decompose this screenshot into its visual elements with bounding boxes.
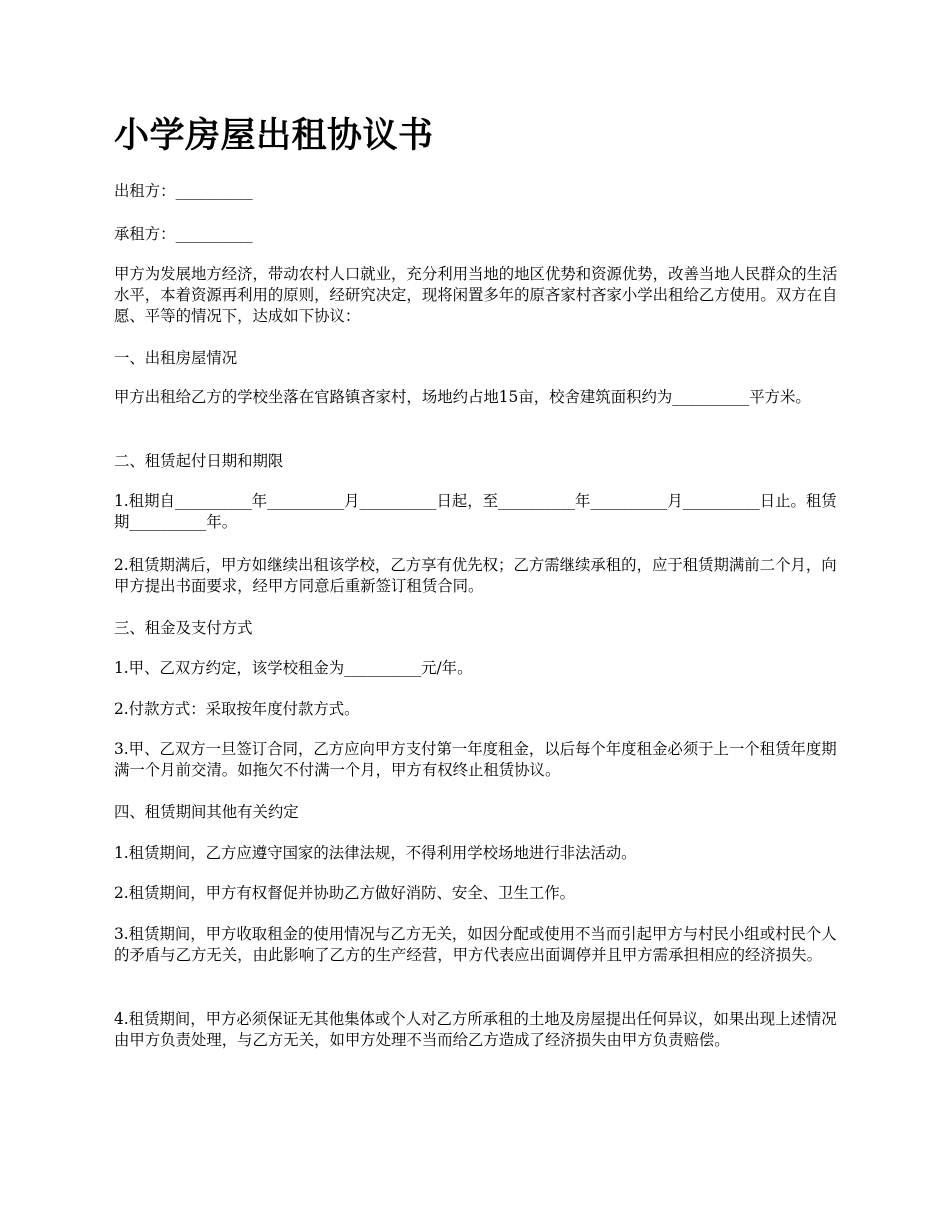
section-heading-3: 三、租金及支付方式: [114, 619, 253, 637]
clause-4-3-text: 3.租赁期间，甲方收取租金的使用情况与乙方无关，如因分配或使用不当而引起甲方与村民小组或村民个人的矛盾与乙方无关，由此影响了乙方的生产经营，甲方代表应出面调停并且甲方需承担相应的经济损失。: [114, 925, 837, 964]
clause-2-1-text: 1.租期自__________年__________月__________日起，至__________年__________月__________日止。租赁期__________年。: [114, 492, 837, 531]
section-heading-2: 二、租赁起付日期和期限: [114, 452, 284, 470]
clause-4-1-text: 1.租赁期间，乙方应遵守国家的法律法规，不得利用学校场地进行非法活动。: [114, 844, 637, 862]
clause-3-3-text: 3.甲、乙双方一旦签订合同，乙方应向甲方支付第一年度租金，以后每个年度租金必须于上一个租赁年度期满一个月前交清。如拖欠不付满一个月，甲方有权终止租赁协议。: [114, 740, 837, 779]
section-heading-1: 一、出租房屋情况: [114, 349, 238, 367]
lessee-line: 承租方：__________: [114, 225, 253, 243]
preamble-paragraph: 甲方为发展地方经济，带动农村人口就业，充分利用当地的地区优势和资源优势，改善当地人民群众的生活水平，本着资源再利用的原则，经研究决定，现将闲置多年的原吝家村吝家小学出租给乙方使用。双方在自愿、平等的情况下，达成如下协议：: [114, 265, 838, 325]
lessor-line: 出租方：__________: [114, 182, 253, 200]
section-heading-4: 四、租赁期间其他有关约定: [114, 803, 299, 821]
clause-1-text: 甲方出租给乙方的学校坐落在官路镇吝家村，场地约占地15亩，校舍建筑面积约为__________平方米。: [114, 388, 811, 406]
clause-2-2-text: 2.租赁期满后，甲方如继续出租该学校，乙方享有优先权；乙方需继续承租的，应于租赁期满前二个月，向甲方提出书面要求，经甲方同意后重新签订租赁合同。: [114, 556, 837, 595]
clause-3-2-text: 2.付款方式：采取按年度付款方式。: [114, 700, 360, 718]
clause-4-2-text: 2.租赁期间，甲方有权督促并协助乙方做好消防、安全、卫生工作。: [114, 884, 576, 902]
document-title: 小学房屋出租协议书: [114, 115, 434, 156]
clause-3-1-text: 1.甲、乙双方约定，该学校租金为__________元/年。: [114, 659, 473, 677]
clause-4-4-text: 4.租赁期间，甲方必须保证无其他集体或个人对乙方所承租的土地及房屋提出任何异议，如果出现上述情况由甲方负责处理，与乙方无关，如甲方处理不当而给乙方造成了经济损失由甲方负责赔偿。: [114, 1010, 837, 1049]
